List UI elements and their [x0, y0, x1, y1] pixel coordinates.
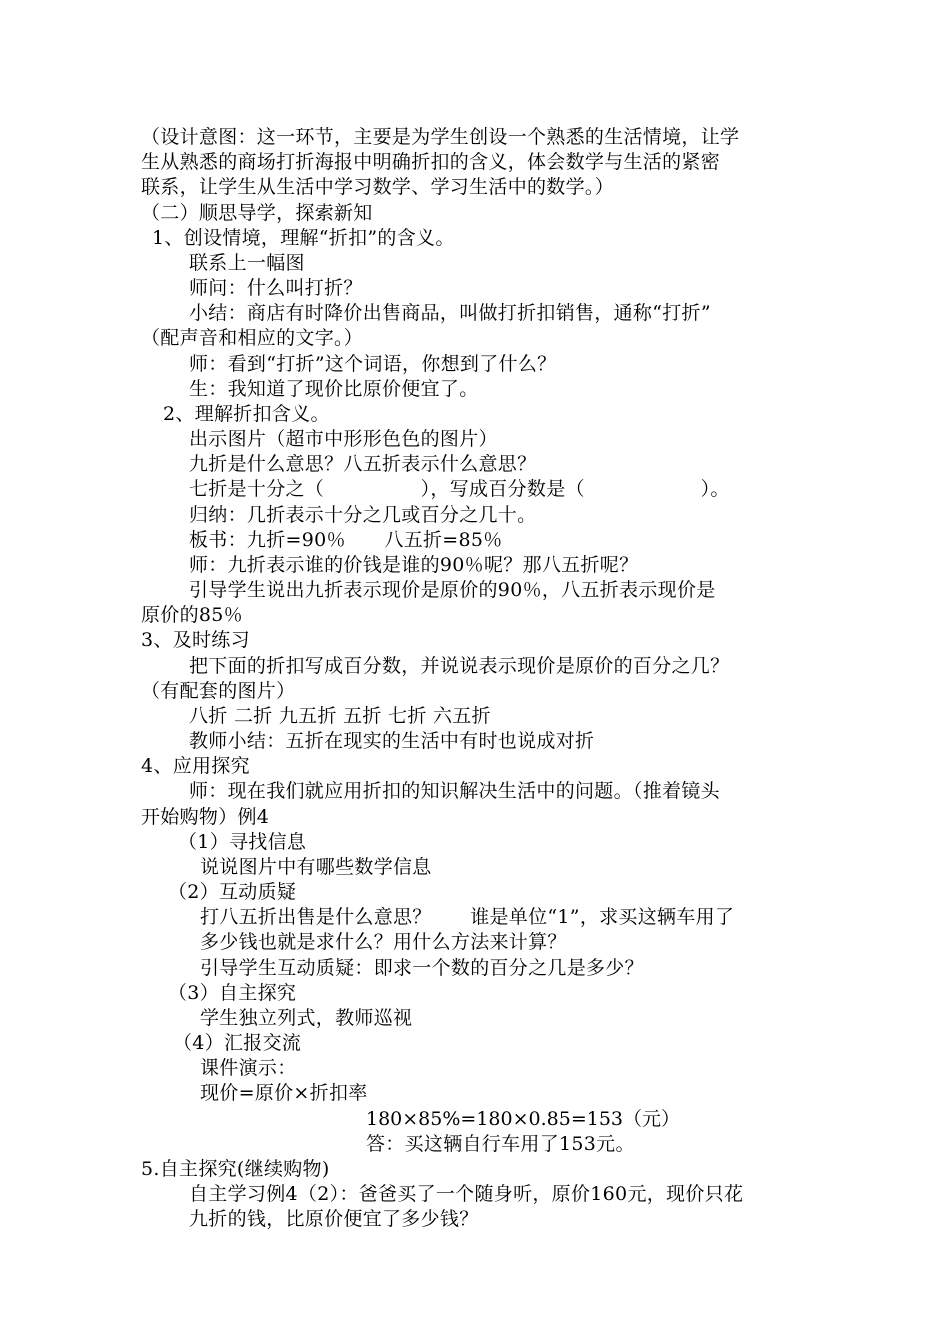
text-line: 生：我知道了现价比原价便宜了。 — [189, 378, 479, 400]
discount-list: 八折 二折 九五折 五折 七折 六五折 — [189, 705, 491, 727]
step-4-heading: 4、应用探究 — [141, 755, 250, 777]
design-intent-line-3: 联系，让学生从生活中学习数学、学习生活中的数学。） — [141, 176, 615, 198]
step-5-heading: 5.自主探究(继续购物) — [141, 1158, 330, 1180]
text-line: 师：看到“打折”这个词语，你想到了什么？ — [189, 353, 557, 375]
formula-line: 现价=原价×折扣率 — [200, 1082, 368, 1104]
text-line: 把下面的折扣写成百分数，并说说表示现价是原价的百分之几？ — [189, 655, 730, 677]
step-1-heading: 1、创设情境，理解“折扣”的含义。 — [152, 227, 455, 249]
step-3-heading: 3、及时练习 — [141, 629, 250, 651]
blackboard-line: 板书：九折=90％ 八五折=85％ — [189, 529, 503, 551]
text-line: 多少钱也就是求什么？用什么方法来计算？ — [200, 931, 567, 953]
text-line: （有配套的图片） — [141, 680, 296, 702]
text-line: 出示图片（超市中形形色色的图片） — [189, 428, 498, 450]
text-line: 九折是什么意思？八五折表示什么意思？ — [189, 453, 537, 475]
text-line: 师：现在我们就应用折扣的知识解决生活中的问题。（推着镜头 — [189, 780, 720, 802]
text-line: 打八五折出售是什么意思？ 谁是单位“1”，求买这辆车用了 — [200, 906, 735, 928]
section-heading-2: （二）顺思导学，探索新知 — [141, 202, 373, 224]
text-line: 学生独立列式，教师巡视 — [200, 1007, 413, 1029]
text-line: 说说图片中有哪些数学信息 — [200, 856, 432, 878]
text-line: 联系上一幅图 — [189, 252, 305, 274]
text-line: 原价的85％ — [141, 604, 243, 626]
text-line: 师问：什么叫打折？ — [189, 277, 363, 299]
step-2-heading: 2、理解折扣含义。 — [163, 403, 330, 425]
text-line: 小结：商店有时降价出售商品，叫做打折扣销售，通称“打折” — [189, 302, 711, 324]
design-intent-line-1: （设计意图：这一环节，主要是为学生创设一个熟悉的生活情境，让学 — [141, 126, 740, 148]
text-line: 引导学生说出九折表示现价是原价的90％，八五折表示现价是 — [189, 579, 716, 601]
calculation-line: 180×85%=180×0.85=153（元） — [366, 1108, 681, 1130]
text-line: （配声音和相应的文字。） — [141, 327, 364, 349]
substep-1-heading: （1）寻找信息 — [178, 831, 307, 853]
text-line: 九折的钱，比原价便宜了多少钱？ — [189, 1208, 479, 1230]
answer-line: 答：买这辆自行车用了153元。 — [366, 1133, 635, 1155]
text-line: 自主学习例4（2）：爸爸买了一个随身听，原价160元，现价只花 — [189, 1183, 744, 1205]
substep-4-heading: （4）汇报交流 — [173, 1032, 302, 1054]
text-line: 开始购物）例4 — [141, 806, 270, 828]
design-intent-line-2: 生从熟悉的商场打折海报中明确折扣的含义，体会数学与生活的紧密 — [141, 151, 721, 173]
substep-2-heading: （2）互动质疑 — [168, 881, 297, 903]
text-line: 引导学生互动质疑：即求一个数的百分之几是多少？ — [200, 957, 644, 979]
fill-blank-line: 七折是十分之（ ），写成百分数是（ ）。 — [189, 478, 730, 500]
text-line: 课件演示： — [200, 1057, 297, 1079]
substep-3-heading: （3）自主探究 — [168, 982, 297, 1004]
text-line: 师：九折表示谁的价钱是谁的90％呢？那八五折呢？ — [189, 554, 639, 576]
text-line: 归纳：几折表示十分之几或百分之几十。 — [189, 504, 537, 526]
text-line: 教师小结：五折在现实的生活中有时也说成对折 — [189, 730, 595, 752]
